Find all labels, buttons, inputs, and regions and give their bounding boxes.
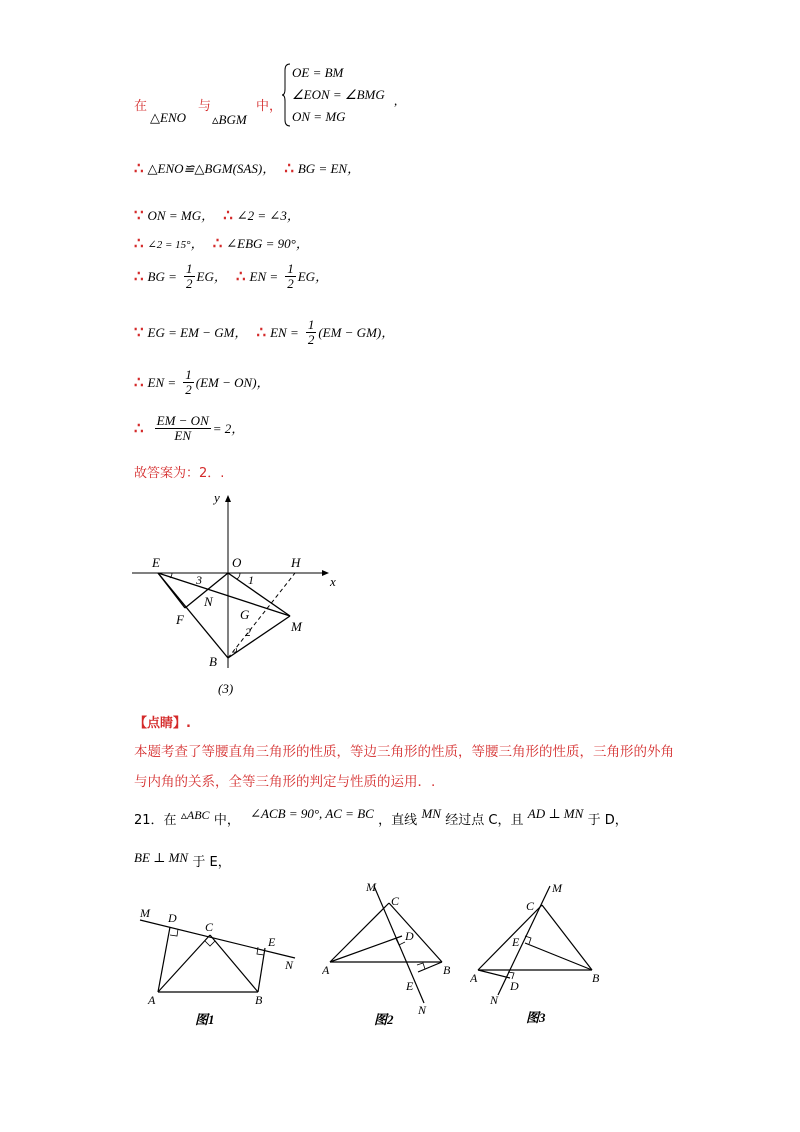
step-congruent: ∴ △ENO≌△BGM(SAS)， ∴ BG = EN， <box>134 159 361 177</box>
fig3-label-e: E <box>512 935 520 949</box>
figure-3-diagram <box>130 488 360 703</box>
label-g: G <box>240 607 250 622</box>
fig2-label-n: N <box>418 1003 427 1017</box>
text-zai: 在 <box>134 99 148 114</box>
label-m: M <box>291 619 302 634</box>
fig2-label-d: D <box>405 929 414 943</box>
step-angle: ∴ ∠2 = 15°， ∴ ∠EBG = 90°， <box>134 234 309 252</box>
therefore-icon: ∴ <box>256 323 267 341</box>
text-zhong: 中， <box>256 99 283 114</box>
problem-21-line-1: 21．在 ▵ABC 中， ∠ACB = 90°, AC = BC ，直线 MN 经过点 C，且 AD ⊥ MN 于 D， <box>134 806 628 828</box>
fig1-label-d: D <box>168 911 177 925</box>
fraction: $\frac{EM - ON}{EN}$ <box>156 413 209 443</box>
figure-2-caption: 图2 <box>374 1012 394 1027</box>
fig2-label-c: C <box>391 894 400 908</box>
fig1-label-n: N <box>285 958 294 972</box>
condition-1: OE = BM <box>292 65 344 80</box>
therefore-icon: ∴ <box>223 206 233 224</box>
fraction: $\frac{1}{2}$ <box>307 317 315 347</box>
therefore-icon: ∴ <box>134 419 144 437</box>
fig2-label-m: M <box>366 880 376 894</box>
figure-3-caption: (3) <box>218 681 234 696</box>
text-yu: 与 <box>198 99 212 114</box>
label-o: O <box>232 555 242 570</box>
because-icon: ∵ <box>134 323 144 341</box>
label-b: B <box>209 654 217 669</box>
fig2-label-a: A <box>322 963 330 977</box>
label-angle-2: 2 <box>245 625 251 639</box>
label-angle-3: 3 <box>196 573 202 587</box>
figure-2-diagram <box>322 878 472 1028</box>
problem-21-line-2: BE ⊥ MN 于 E， <box>134 850 231 870</box>
fig3-label-c: C <box>526 899 535 913</box>
therefore-icon: ∴ <box>212 234 223 252</box>
therefore-icon: ∴ <box>134 373 144 391</box>
condition-3: ON = MG <box>292 109 346 124</box>
therefore-icon: ∴ <box>134 234 144 252</box>
fig2-label-e: E <box>406 979 414 993</box>
therefore-icon: ∴ <box>235 267 246 285</box>
figure-1-diagram <box>135 900 315 1030</box>
answer-line: 故答案为：2．. <box>134 466 225 481</box>
fig3-label-a: A <box>470 971 478 985</box>
fig1-label-m: M <box>140 906 150 920</box>
fig3-label-n: N <box>490 993 499 1007</box>
triangle-bgm: ▵BGM <box>212 112 247 127</box>
fig1-label-a: A <box>148 993 156 1007</box>
label-angle-1: 1 <box>248 573 254 587</box>
step-eg-diff: ∵ EG = EM − GM， ∴ EN = $\frac{1}{2}$ (EM − GM)， <box>134 317 395 347</box>
condition-tail: , <box>394 93 398 108</box>
fig3-label-d: D <box>510 979 519 993</box>
triangle-eno: △ENO <box>150 110 186 125</box>
comment-title: 【点睛】. <box>134 716 191 731</box>
figure-3b-diagram <box>470 880 620 1030</box>
label-f: F <box>176 612 184 627</box>
fig2-label-b: B <box>443 963 451 977</box>
fig3-label-m: M <box>552 881 562 895</box>
label-h: H <box>291 555 301 570</box>
step-on-mg: ∵ ON = MG， ∴ ∠2 = ∠3， <box>134 206 300 224</box>
fraction: $\frac{1}{2}$ <box>186 261 193 291</box>
step-half-eg: ∴ BG = $\frac{1}{2}$ EG， ∴ EN = $\frac{1}{2}$ EG， <box>134 261 329 291</box>
comment-body: 本题考查了等腰直角三角形的性质，等边三角形的性质，等腰三角形的性质，三角形的外角与内角的关系，全等三角形的判定与性质的运用．. <box>134 744 674 790</box>
condition-2: ∠EON = ∠BMG <box>292 87 385 102</box>
because-icon: ∵ <box>134 206 144 224</box>
label-n: N <box>204 594 213 609</box>
label-e: E <box>152 555 160 570</box>
condition-system <box>283 62 385 128</box>
label-y: y <box>214 490 220 505</box>
figure-3b-caption: 图3 <box>526 1010 546 1025</box>
fig1-label-e: E <box>268 935 276 949</box>
therefore-icon: ∴ <box>284 159 294 177</box>
fig1-label-b: B <box>255 993 263 1007</box>
fraction: $\frac{1}{2}$ <box>287 261 294 291</box>
step-ratio: ∴ $\frac{EM - ON}{EN}$ = 2， <box>134 413 245 443</box>
figure-1-caption: 图1 <box>195 1012 215 1027</box>
fig3-label-b: B <box>592 971 600 985</box>
label-x: x <box>330 574 336 589</box>
therefore-icon: ∴ <box>134 267 144 285</box>
step-en-on: ∴ EN = $\frac{1}{2}$ (EM − ON)， <box>134 367 270 397</box>
fig1-label-c: C <box>205 920 214 934</box>
fraction: $\frac{1}{2}$ <box>185 367 192 397</box>
therefore-icon: ∴ <box>134 159 144 177</box>
